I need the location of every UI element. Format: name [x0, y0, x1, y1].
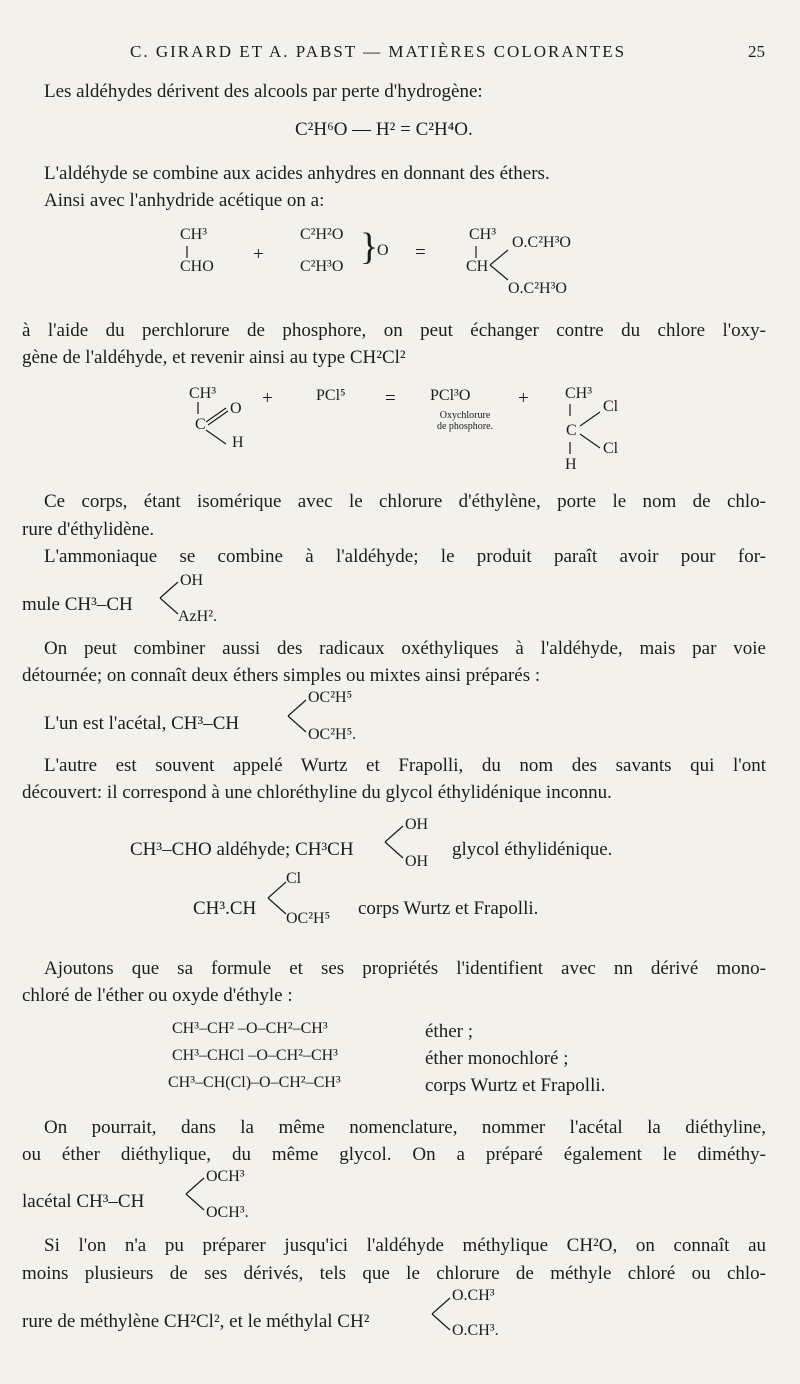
eq5-branch [268, 880, 288, 916]
paragraph-4-line-2: gène de l'aldéhyde, et revenir ainsi au type CH²Cl² [22, 347, 406, 368]
eq2-c2h3o: C²H³O [300, 258, 344, 275]
eq3-prod-h: H [565, 456, 577, 473]
paragraph-9-line-2: découvert: il correspond à une chloréthyline du glycol éthylidénique inconnu. [22, 782, 612, 803]
eq2-bond-b [475, 246, 477, 258]
p8-bottom: OC²H⁵. [308, 726, 357, 743]
paragraph-7-line-2: détournée; on connaît deux éthers simples ou mixtes ainsi préparés : [22, 665, 541, 686]
eq3-o: O [230, 400, 242, 417]
eq3-bonds-right [568, 404, 608, 458]
p6-oh: OH [180, 572, 204, 589]
eq2-prod-top: O.C²H³O [512, 234, 571, 251]
paragraph-3: Ainsi avec l'anhydride acétique on a: [44, 190, 325, 211]
p8-pre: L'un est l'acétal, CH³–CH [44, 713, 240, 734]
eq2-o: O [377, 242, 389, 259]
running-title: C. GIRARD ET A. PABST — MATIÈRES COLORANTES [130, 42, 627, 61]
table-row-1-formula: CH³–CH² –O–CH²–CH³ [172, 1020, 328, 1037]
eq3-prod-cl-2: Cl [603, 440, 619, 457]
paragraph-1: Les aldéhydes dérivent des alcools par perte d'hydrogène: [44, 81, 483, 102]
table-row-2-name: éther monochloré ; [425, 1048, 569, 1069]
eq4-post: glycol éthylidénique. [452, 839, 613, 860]
eq4-pre: CH³–CHO aldéhyde; CH³CH [130, 839, 354, 860]
eq3-plus-2: + [518, 388, 529, 409]
eq3-pcl5: PCl⁵ [316, 387, 346, 404]
eq2-prod-ch: CH [466, 258, 489, 275]
eq2-c2h2o: C²H²O [300, 226, 344, 243]
eq2-cho: CHO [180, 258, 214, 275]
p8-branch [288, 698, 308, 734]
p6-branch [160, 580, 180, 616]
paragraph-5-line-2: rure d'éthylidène. [22, 519, 155, 540]
table-row-3-formula: CH³–CH(Cl)–O–CH²–CH³ [168, 1074, 341, 1091]
eq3-equals: = [385, 388, 396, 409]
eq5-post: corps Wurtz et Frapolli. [358, 898, 539, 919]
p6-formula-pre: mule CH³–CH [22, 594, 133, 615]
p8-top: OC²H⁵ [308, 689, 353, 706]
eq3-caption-2: de phosphore. [436, 421, 494, 432]
paragraph-2: L'aldéhyde se combine aux acides anhydres en donnant des éthers. [44, 163, 550, 184]
eq3-pcl3o: PCl³O [430, 387, 471, 404]
eq5-bottom: OC²H⁵ [286, 910, 331, 927]
p12-bottom: O.CH³. [452, 1322, 499, 1339]
eq3-c: C [195, 416, 206, 433]
p11-top: OCH³ [206, 1168, 245, 1185]
running-header [0, 42, 800, 66]
eq3-ch3: CH³ [189, 385, 217, 402]
eq3-caption-1: Oxychlorure [439, 410, 491, 421]
paragraph-12-line-1: Si l'on n'a pu préparer jusqu'ici l'aldéhyde méthylique CH²O, on connaît au [44, 1235, 766, 1256]
eq3-prod-c: C [566, 422, 577, 439]
eq5-top: Cl [286, 870, 302, 887]
p11-branch [186, 1176, 206, 1212]
p12-top: O.CH³ [452, 1287, 495, 1304]
p11-bottom: OCH³. [206, 1204, 249, 1221]
p6-azh2: AzH². [178, 608, 218, 625]
eq3-plus-1: + [262, 388, 273, 409]
page-number: 25 [748, 42, 765, 61]
paragraph-10-line-1: Ajoutons que sa formule et ses propriétés l'identifient avec nn dérivé mono- [44, 958, 766, 979]
eq2-brace: } [360, 226, 379, 268]
paragraph-11-line-1: On pourrait, dans la même nomenclature, nommer l'acétal la diéthyline, [44, 1117, 766, 1138]
paragraph-7-line-1: On peut combiner aussi des radicaux oxéthyliques à l'aldéhyde, mais par voie [44, 638, 766, 659]
eq2-bond-a [186, 246, 188, 258]
paragraph-12-line-2: moins plusieurs de ses dérivés, tels que le chlorure de méthyle chloré ou chlo- [22, 1263, 766, 1284]
paragraph-9-line-1: L'autre est souvent appelé Wurtz et Frapolli, du nom des savants qui l'ont [44, 755, 766, 776]
eq2-branch [490, 248, 510, 282]
p12-branch [432, 1296, 452, 1332]
eq2-ch3: CH³ [180, 226, 208, 243]
eq4-branch [385, 824, 405, 860]
table-row-3-name: corps Wurtz et Frapolli. [425, 1075, 606, 1096]
eq4-top: OH [405, 816, 429, 833]
eq4-bottom: OH [405, 853, 429, 870]
p12-pre: rure de méthylène CH²Cl², et le méthylal CH² [22, 1311, 370, 1332]
eq3-h: H [232, 434, 244, 451]
paragraph-6-line-1: L'ammoniaque se combine à l'aldéhyde; le produit paraît avoir pour for- [44, 546, 766, 567]
eq3-prod-cl-1: Cl [603, 398, 619, 415]
paragraph-4-line-1: à l'aide du perchlorure de phosphore, on peut échanger contre du chlore l'oxy- [22, 320, 766, 341]
equation-1: C²H⁶O — H² = C²H⁴O. [295, 119, 473, 140]
eq2-plus: + [253, 244, 264, 265]
eq2-prod-bottom: O.C²H³O [508, 280, 567, 297]
eq5-pre: CH³.CH [193, 898, 257, 919]
eq2-prod-ch3: CH³ [469, 226, 497, 243]
eq2-equals: = [415, 242, 426, 263]
paragraph-11-line-2: ou éther diéthylique, du même glycol. On a préparé également le diméthy- [22, 1144, 766, 1165]
eq3-prod-ch3: CH³ [565, 385, 593, 402]
paragraph-10-line-2: chloré de l'éther ou oxyde d'éthyle : [22, 985, 293, 1006]
table-row-1-name: éther ; [425, 1021, 474, 1042]
eq3-bonds-left [196, 402, 236, 448]
paragraph-5-line-1: Ce corps, étant isomérique avec le chlorure d'éthylène, porte le nom de chlo- [44, 491, 766, 512]
table-row-2-formula: CH³–CHCl –O–CH²–CH³ [172, 1047, 338, 1064]
p11-pre: lacétal CH³–CH [22, 1191, 145, 1212]
